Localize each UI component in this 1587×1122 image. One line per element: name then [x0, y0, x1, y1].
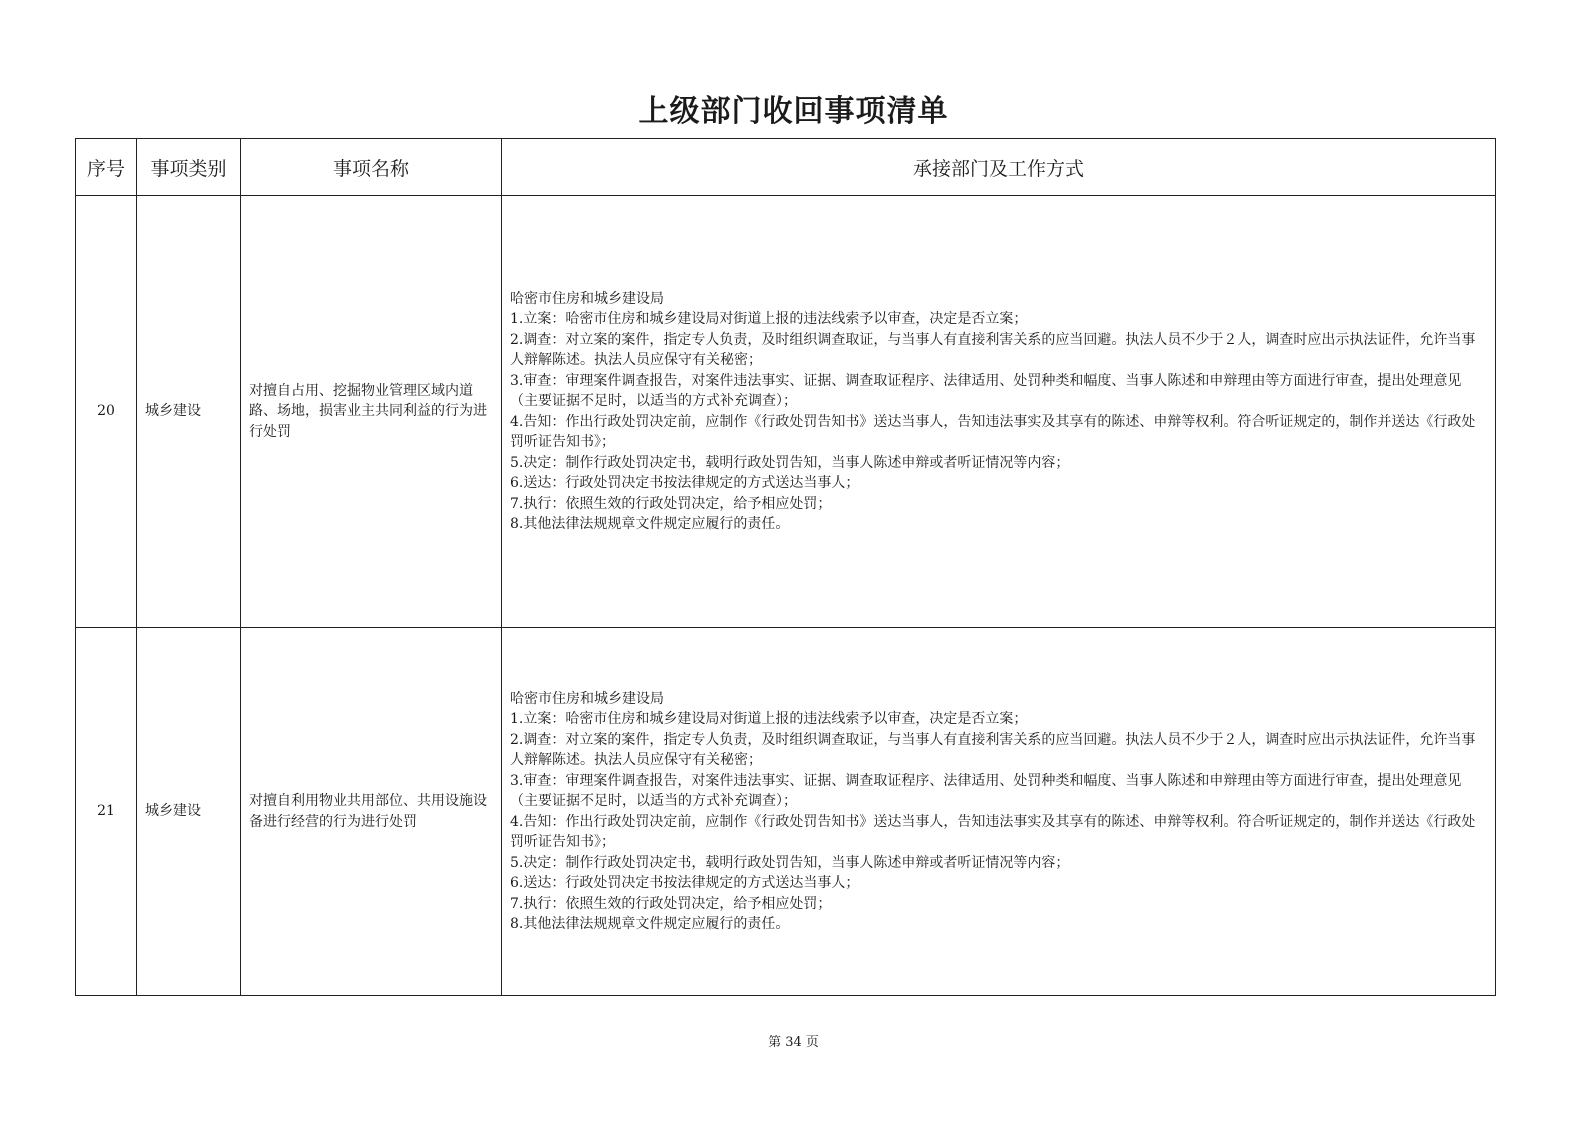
department-name: 哈密市住房和城乡建设局 [510, 690, 664, 707]
page-title: 上级部门收回事项清单 [638, 94, 949, 129]
row-department-cell [502, 628, 1496, 996]
table-row [76, 628, 1496, 996]
procedure-step: 1.立案：哈密市住房和城乡建设局对街道上报的违法线索予以审查，决定是否立案； [510, 311, 1028, 327]
procedure-step: 5.决定：制作行政处罚决定书，载明行政处罚告知，当事人陈述申辩或者听证情况等内容； [510, 854, 1070, 871]
procedure-step: 6.送达：行政处罚决定书按法律规定的方式送达当事人； [510, 475, 860, 491]
header-name: 事项名称 [241, 139, 502, 196]
procedure-step: 6.送达：行政处罚决定书按法律规定的方式送达当事人； [510, 875, 860, 891]
items-table [75, 138, 1496, 996]
procedure-step: 7.执行：依照生效的行政处罚决定，给予相应处罚； [510, 495, 832, 512]
row-item-name: 对擅自占用、挖掘物业管理区域内道路、场地，损害业主共同利益的行为进行处罚 [241, 196, 502, 628]
procedure-step: 2.调查：对立案的案件，指定专人负责，及时组织调查取证，与当事人有直接利害关系的应当回避。执法人员不少于２人，调查时应出示执法证件，允许当事人辩解陈述。执法人员应保守有关秘密； [510, 731, 1476, 768]
procedure-step: 3.审查：审理案件调查报告，对案件违法事实、证据、调查取证程序、法律适用、处罚种类和幅度、当事人陈述和申辩理由等方面进行审查，提出处理意见（主要证据不足时，以适当的方式补充调查）； [510, 372, 1462, 409]
procedure-step: 4.告知：作出行政处罚决定前，应制作《行政处罚告知书》送达当事人，告知违法事实及其享有的陈述、申辩等权利。符合听证规定的，制作并送达《行政处罚听证告知书》； [510, 813, 1476, 850]
table-header-row [76, 139, 1496, 196]
row-index: 21 [76, 628, 137, 996]
procedure-step: 7.执行：依照生效的行政处罚决定，给予相应处罚； [510, 895, 832, 912]
procedure-step: 2.调查：对立案的案件，指定专人负责，及时组织调查取证，与当事人有直接利害关系的应当回避。执法人员不少于２人，调查时应出示执法证件，允许当事人辩解陈述。执法人员应保守有关秘密； [510, 331, 1476, 368]
row-category: 城乡建设 [137, 196, 241, 628]
procedure-step: 5.决定：制作行政处罚决定书，载明行政处罚告知，当事人陈述申辩或者听证情况等内容； [510, 454, 1070, 471]
row-item-name: 对擅自利用物业共用部位、共用设施设备进行经营的行为进行处罚 [241, 628, 502, 996]
procedure-step: 3.审查：审理案件调查报告，对案件违法事实、证据、调查取证程序、法律适用、处罚种类和幅度、当事人陈述和申辩理由等方面进行审查，提出处理意见（主要证据不足时，以适当的方式补充调查）； [510, 772, 1462, 809]
row-category: 城乡建设 [137, 628, 241, 996]
procedure-step: 1.立案：哈密市住房和城乡建设局对街道上报的违法线索予以审查，决定是否立案； [510, 711, 1028, 727]
header-index: 序号 [76, 139, 137, 196]
procedure-step: 4.告知：作出行政处罚决定前，应制作《行政处罚告知书》送达当事人，告知违法事实及其享有的陈述、申辩等权利。符合听证规定的，制作并送达《行政处罚听证告知书》； [510, 413, 1476, 450]
header-department: 承接部门及工作方式 [502, 139, 1496, 196]
table-row [76, 196, 1496, 628]
page-number: 第 34 页 [768, 1035, 819, 1050]
row-department-cell [502, 196, 1496, 628]
row-index: 20 [76, 196, 137, 628]
header-category: 事项类别 [137, 139, 241, 196]
procedure-step: 8.其他法律法规规章文件规定应履行的责任。 [510, 516, 790, 532]
department-name: 哈密市住房和城乡建设局 [510, 290, 664, 307]
procedure-step: 8.其他法律法规规章文件规定应履行的责任。 [510, 916, 790, 932]
